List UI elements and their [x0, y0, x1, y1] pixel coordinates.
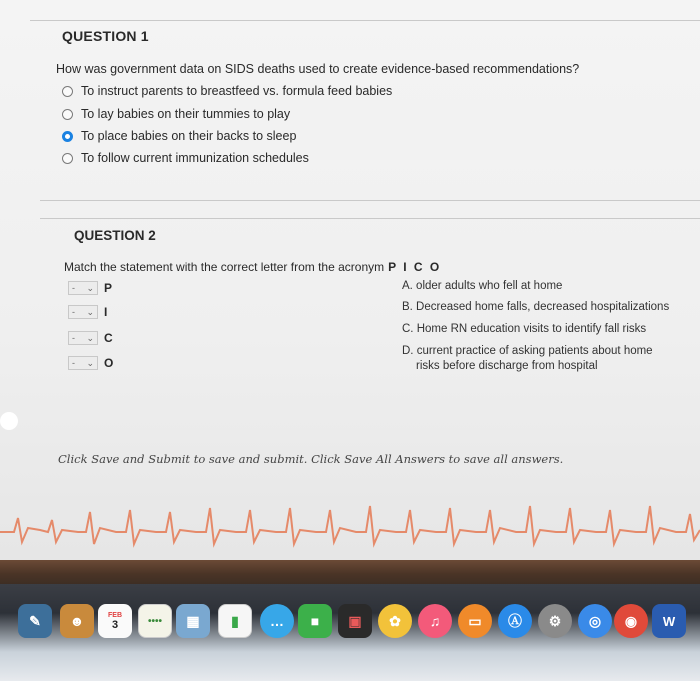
- photos-app-icon[interactable]: ✿: [378, 604, 412, 638]
- acronym-pico: P I C O: [388, 260, 442, 274]
- q1-option-a[interactable]: [62, 84, 392, 98]
- notes-icon[interactable]: ▮: [218, 604, 252, 638]
- answer-d-continued: risks before discharge from hospital: [416, 360, 598, 372]
- safari-icon[interactable]: ◎: [578, 604, 612, 638]
- select-dash: -: [72, 358, 75, 368]
- question-2-title: QUESTION 2: [74, 228, 156, 243]
- calendar-icon[interactable]: [98, 604, 132, 638]
- match-row-c: [68, 331, 113, 345]
- chrome-icon[interactable]: ◉: [614, 604, 648, 638]
- q1-option-b-label: To lay babies on their tummies to play: [81, 107, 291, 121]
- messages-icon[interactable]: …: [260, 604, 294, 638]
- match-row-p: [68, 281, 112, 295]
- divider-mid-2: [40, 218, 700, 219]
- match-row-o: [68, 356, 113, 370]
- match-select-i[interactable]: [68, 305, 98, 319]
- chevron-down-icon: ⌄: [86, 282, 94, 293]
- calendar-month: FEB: [108, 611, 122, 619]
- radio-button[interactable]: [62, 86, 73, 97]
- chevron-down-icon: ⌄: [86, 332, 94, 343]
- ekg-line: [0, 506, 700, 544]
- answer-a: A. older adults who fell at home: [402, 280, 563, 292]
- answer-c: C. Home RN education visits to identify fall risks: [402, 323, 647, 335]
- question-2-prompt-text: Match the statement with the correct letter from the acronym: [64, 260, 385, 274]
- ekg-decoration: [0, 490, 700, 560]
- photos-icon[interactable]: ▦: [176, 604, 210, 638]
- books-icon[interactable]: ▭: [458, 604, 492, 638]
- app-store-icon[interactable]: Ⓐ: [498, 604, 532, 638]
- match-letter-i: I: [104, 305, 108, 319]
- select-dash: -: [72, 307, 75, 317]
- calendar-day: 3: [111, 618, 119, 631]
- question-1-title: QUESTION 1: [62, 28, 149, 44]
- photo-booth-icon[interactable]: ▣: [338, 604, 372, 638]
- match-letter-c: C: [104, 331, 113, 345]
- save-instructions: Click Save and Submit to save and submit. Click Save All Answers to save all answers.: [58, 452, 564, 466]
- select-dash: -: [72, 333, 75, 343]
- divider-top: [30, 20, 700, 21]
- radio-button[interactable]: [62, 109, 73, 120]
- answer-d: D. current practice of asking patients about home: [402, 345, 653, 357]
- select-dash: -: [72, 283, 75, 293]
- q1-option-b[interactable]: [62, 107, 290, 121]
- chevron-down-icon: ⌄: [86, 357, 94, 368]
- system-preferences-icon[interactable]: ⚙: [538, 604, 572, 638]
- music-icon[interactable]: ♫: [418, 604, 452, 638]
- match-select-c[interactable]: [68, 331, 98, 345]
- q1-option-d-label: To follow current immunization schedules: [81, 151, 309, 165]
- match-letter-o: O: [104, 356, 114, 370]
- divider-mid-1: [40, 200, 700, 201]
- question-2-prompt: [64, 260, 441, 274]
- q1-option-a-label: To instruct parents to breastfeed vs. formula feed babies: [81, 84, 393, 98]
- match-select-p[interactable]: [68, 281, 98, 295]
- match-letter-p: P: [104, 281, 113, 295]
- question-1-prompt: How was government data on SIDS deaths used to create evidence-based recommendations?: [56, 62, 580, 76]
- radio-button[interactable]: [62, 153, 73, 164]
- q1-option-d[interactable]: [62, 151, 309, 165]
- scroll-indicator: [0, 412, 18, 430]
- contacts-icon[interactable]: ☻: [60, 604, 94, 638]
- word-letter: W: [662, 613, 676, 629]
- match-row-i: [68, 305, 107, 319]
- preview-icon[interactable]: ✎: [18, 604, 52, 638]
- q1-option-c[interactable]: [62, 129, 296, 143]
- chevron-down-icon: ⌄: [86, 306, 94, 317]
- radio-button-selected[interactable]: [62, 131, 73, 142]
- q1-option-c-label: To place babies on their backs to sleep: [81, 129, 297, 143]
- word-icon[interactable]: [652, 604, 686, 638]
- reminders-icon[interactable]: ••••: [138, 604, 172, 638]
- match-select-o[interactable]: [68, 356, 98, 370]
- facetime-icon[interactable]: ■: [298, 604, 332, 638]
- answer-b: B. Decreased home falls, decreased hospitalizations: [402, 301, 670, 313]
